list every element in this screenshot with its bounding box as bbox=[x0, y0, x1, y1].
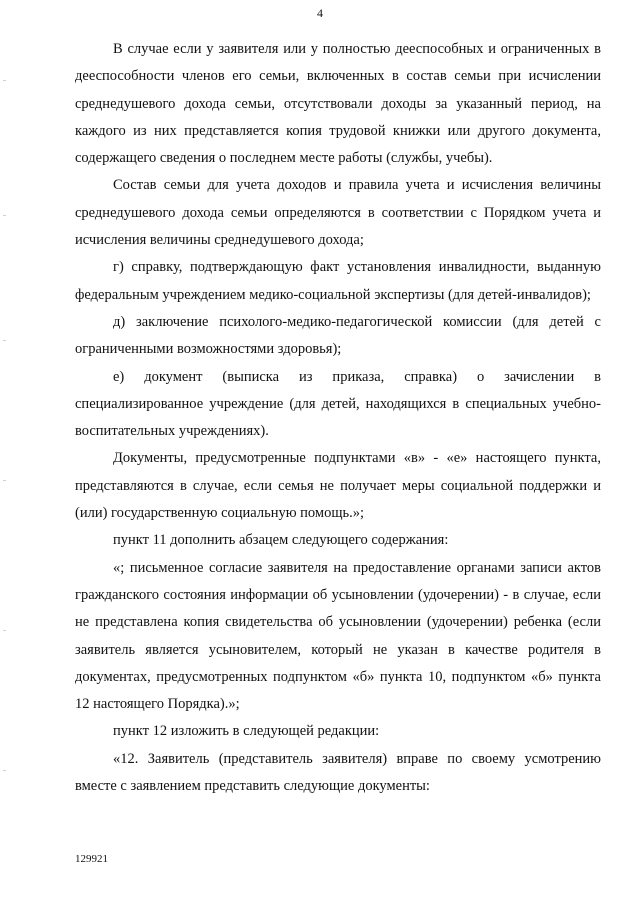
document-id: 129921 bbox=[75, 853, 108, 865]
page-number: 4 bbox=[317, 6, 323, 20]
paragraph-item-d-commission: д) заключение психолого-медико-педагогической комиссии (для детей с ограниченными возможностями здоровья); bbox=[75, 313, 601, 358]
margin-mark bbox=[3, 80, 6, 81]
paragraph-documents-condition: Документы, предусмотренные подпунктами «в» - «е» настоящего пункта, представляются в случае, если семья не получает меры социальной поддержки и (или) государственную социальную помощь.»; bbox=[75, 450, 601, 522]
paragraph-point-12-text: «12. Заявитель (представитель заявителя) вправе по своему усмотрению вместе с заявлением представить следующие документы: bbox=[75, 750, 601, 795]
paragraph-point-11-text: «; письменное согласие заявителя на предоставление органами записи актов гражданского состояния информации об усыновлении (удочерении) - в случае, если не представлена копия свидетельства об усыновлении (удочерении) ребенка (если заявитель является усыновителем, который не указан в качестве родителя в документах, предусмотренных подпунктом «б» пункта 10, подпунктом «б» пункта 12 настоящего Порядка).»; bbox=[75, 559, 601, 713]
margin-mark bbox=[3, 340, 6, 341]
paragraph-no-income-case: В случае если у заявителя или у полностью дееспособных и ограниченных в дееспособности членов его семьи, включенных в состав семьи при исчислении среднедушевого дохода семьи, отсутствовали доходы за указанный период, на каждого из них представляется копия трудовой книжки или другого документа, содержащего сведения о последнем месте работы (службы, учебы). bbox=[75, 41, 601, 167]
paragraph-item-g-disability: г) справку, подтверждающую факт установления инвалидности, выданную федеральным учреждением медико-социальной экспертизы (для детей-инвалидов); bbox=[75, 259, 601, 303]
margin-mark bbox=[3, 480, 6, 481]
paragraph-item-e-enrollment: е) документ (выписка из приказа, справка) о зачислении в специализированное учреждение (для детей, находящихся в специальных учебно-воспитательных учреждениях). bbox=[75, 368, 601, 440]
paragraph-family-composition: Состав семьи для учета доходов и правила учета и исчисления величины среднедушевого дохода семьи определяются в соответствии с Порядком учета и исчисления величины среднедушевого дохода; bbox=[75, 177, 601, 249]
margin-mark bbox=[3, 770, 6, 771]
document-body bbox=[75, 36, 601, 800]
paragraph-point-11-amend: пункт 11 дополнить абзацем следующего содержания: bbox=[113, 532, 449, 549]
paragraph-point-12-amend: пункт 12 изложить в следующей редакции: bbox=[113, 723, 380, 740]
margin-mark bbox=[3, 630, 6, 631]
margin-mark bbox=[3, 215, 6, 216]
